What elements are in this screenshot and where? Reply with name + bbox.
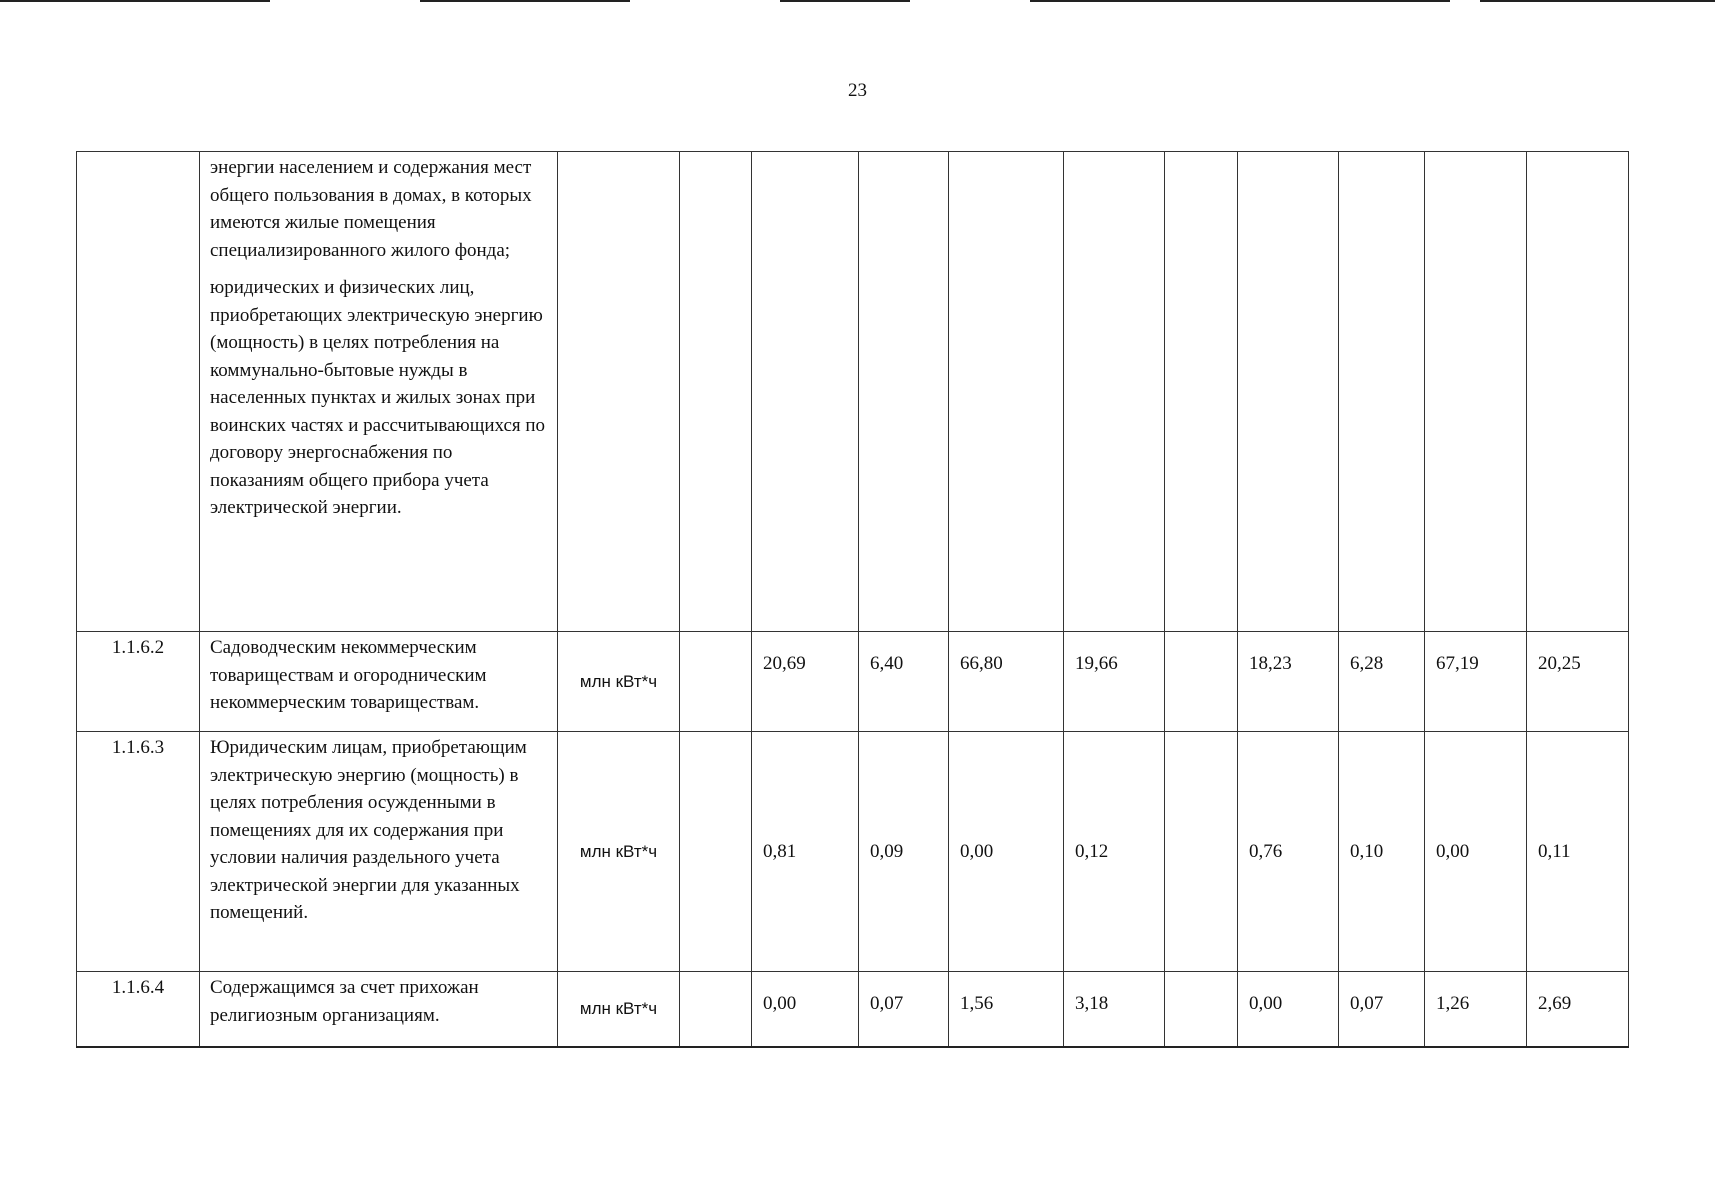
- value-cell: 6,40: [859, 632, 949, 732]
- data-table: [76, 151, 1629, 1048]
- scan-top-edge: [0, 0, 270, 2]
- value-cell: 0,10: [1339, 732, 1425, 972]
- value-cell: 0,00: [1425, 732, 1527, 972]
- value-cell: 0,81: [752, 732, 859, 972]
- row-code: 1.1.6.4: [77, 972, 200, 1047]
- page-number: 23: [848, 80, 867, 101]
- scan-top-edge: [420, 0, 630, 2]
- value-cell: 0,76: [1238, 732, 1339, 972]
- scan-top-edge: [1030, 0, 1450, 2]
- description-text: энергии населением и содержания мест общего пользования в домах, в которых имеются жилые помещения специализированного жилого фонда;: [210, 157, 532, 261]
- row-description: Содержащимся за счет прихожан религиозным организациям.: [200, 972, 558, 1047]
- value-cell: 18,23: [1238, 632, 1339, 732]
- value-cell: 67,19: [1425, 632, 1527, 732]
- description-text: юридических и физических лиц, приобретающих электрическую энергию (мощность) в целях потребления на коммунально-бытовые нужды в населенных пунктах и жилых зонах при воинских частях и рассчитывающихся по договору энергоснабжения по показаниям общего прибора учета электрической энергии.: [210, 277, 546, 518]
- row-unit: млн кВт*ч: [558, 972, 680, 1047]
- scan-top-edge: [1480, 0, 1715, 2]
- scan-top-edge: [780, 0, 910, 2]
- value-cell: 2,69: [1527, 972, 1629, 1047]
- value-cell: 0,00: [1238, 972, 1339, 1047]
- table-row-continuation: [77, 152, 1629, 632]
- table-row: [77, 972, 1629, 1047]
- value-cell: 6,28: [1339, 632, 1425, 732]
- row-code: 1.1.6.2: [77, 632, 200, 732]
- value-cell: 0,11: [1527, 732, 1629, 972]
- value-cell: 66,80: [949, 632, 1064, 732]
- row-description: Юридическим лицам, приобретающим электрическую энергию (мощность) в целях потребления осужденными в помещениях для их содержания при условии наличия раздельного учета электрической энергии для указанных помещений.: [200, 732, 558, 972]
- value-cell: 0,09: [859, 732, 949, 972]
- value-cell: 0,07: [1339, 972, 1425, 1047]
- value-cell: 0,07: [859, 972, 949, 1047]
- value-cell: 1,56: [949, 972, 1064, 1047]
- description-cell: [200, 152, 558, 632]
- table-row: [77, 632, 1629, 732]
- value-cell: 1,26: [1425, 972, 1527, 1047]
- value-cell: 0,00: [752, 972, 859, 1047]
- value-cell: 0,12: [1064, 732, 1165, 972]
- value-cell: 20,69: [752, 632, 859, 732]
- row-unit: млн кВт*ч: [558, 632, 680, 732]
- value-cell: 19,66: [1064, 632, 1165, 732]
- row-description: Садоводческим некоммерческим товариществам и огородническим некоммерческим товариществам.: [200, 632, 558, 732]
- row-unit: млн кВт*ч: [558, 732, 680, 972]
- value-cell: 0,00: [949, 732, 1064, 972]
- code-cell: [77, 152, 200, 632]
- value-cell: 20,25: [1527, 632, 1629, 732]
- table-row: [77, 732, 1629, 972]
- row-code: 1.1.6.3: [77, 732, 200, 972]
- value-cell: 3,18: [1064, 972, 1165, 1047]
